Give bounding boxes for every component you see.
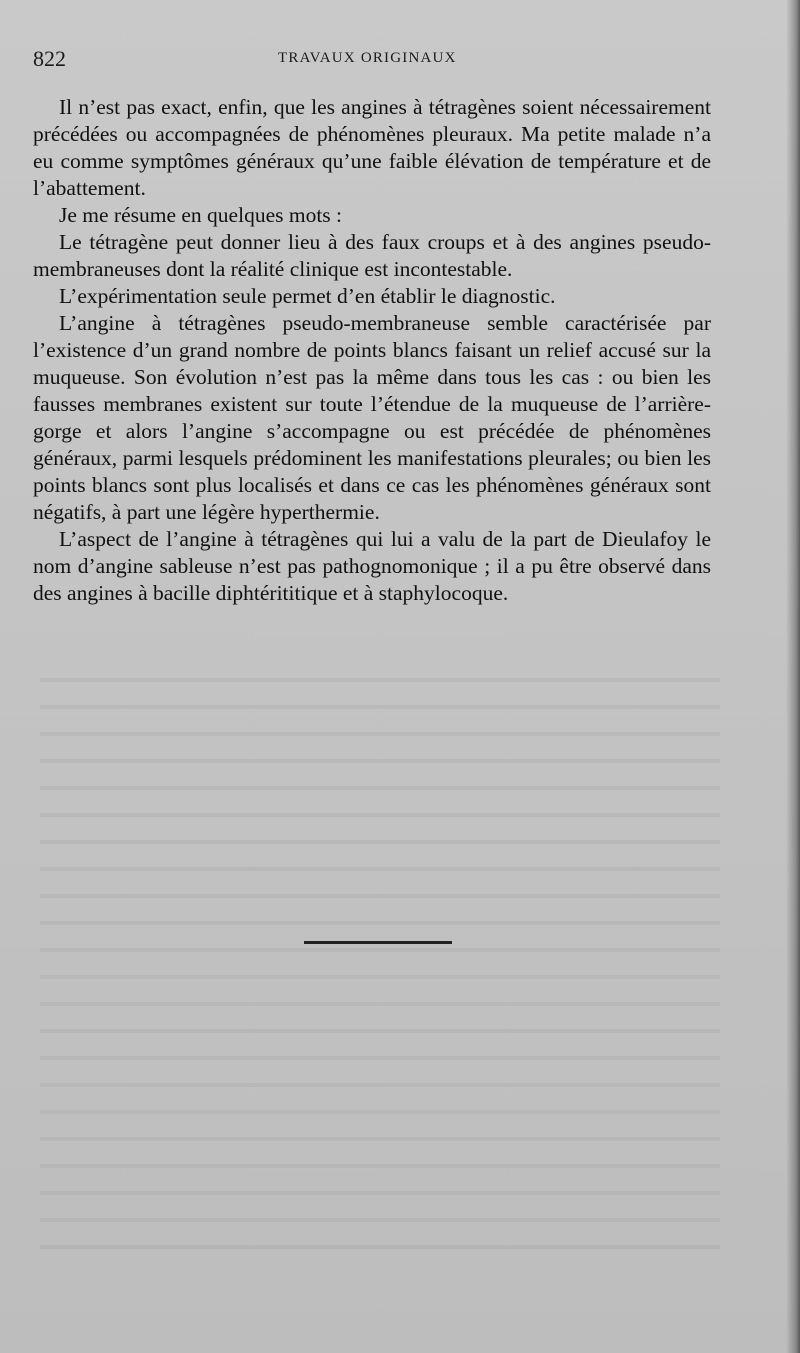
paragraph: Il n’est pas exact, enfin, que les angines à tétragènes soient nécessairement précédées ou accompagnées de phénomènes pleuraux. Ma petite malade n’a eu comme symptômes généraux qu’une faible élévation de température et de l’abattement. [33,95,711,200]
page-edge-shadow [786,0,800,1353]
paragraph: L’expérimentation seule permet d’en établir le diagnostic. [59,284,556,308]
running-title: TRAVAUX ORIGINAUX [278,50,457,66]
paragraph: Le tétragène peut donner lieu à des faux croups et à des angines pseudo-membraneuses dont la réalité clinique est incontestable. [33,230,711,281]
page-header [33,46,713,76]
show-through-texture [40,660,720,1260]
section-separator-rule [304,941,452,944]
paragraph: L’aspect de l’angine à tétragènes qui lui a valu de la part de Dieulafoy le nom d’angine sableuse n’est pas pathognomonique ; il a pu être observé dans des angines à bacille diphtérititique et à staphylocoque. [33,527,711,605]
paragraph: Je me résume en quelques mots : [59,203,343,227]
paragraph: L’angine à tétragènes pseudo-membraneuse semble caractérisée par l’existence d’un grand nombre de points blancs faisant un relief accusé sur la muqueuse. Son évolution n’est pas la même dans tous les cas : ou bien les fausses membranes existent sur toute l’étendue de la muqueuse de l’arrière-gorge et alors l’angine s’accompagne ou est précédée de phénomènes généraux, parmi lesquels prédominent les manifestations pleurales; ou bien les points blancs sont plus localisés et dans ce cas les phénomènes généraux sont négatifs, à part une légère hyperthermie. [33,311,711,524]
body-text [33,94,711,607]
page-number: 822 [33,46,66,71]
